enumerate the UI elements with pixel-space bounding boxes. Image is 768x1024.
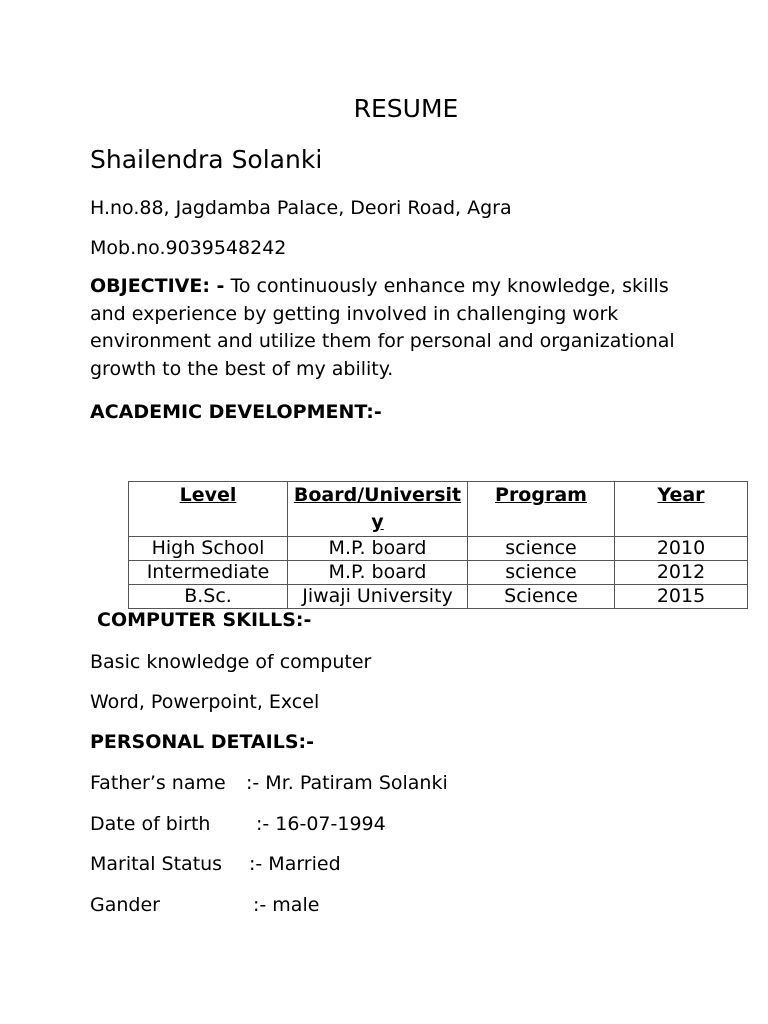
candidate-name: Shailendra Solanki xyxy=(90,145,323,174)
cell-program: science xyxy=(468,561,615,585)
detail-label: Father’s name xyxy=(90,772,226,794)
header-board-university: Board/University xyxy=(288,482,468,537)
cell-board: Jiwaji University xyxy=(288,585,468,609)
detail-label: Date of birth xyxy=(90,813,211,835)
academic-heading: ACADEMIC DEVELOPMENT:- xyxy=(90,401,382,423)
cell-board: M.P. board xyxy=(288,561,468,585)
cell-program: science xyxy=(468,537,615,561)
skill-item: Basic knowledge of computer xyxy=(90,651,372,673)
academic-table xyxy=(128,481,748,609)
objective-label: OBJECTIVE: - xyxy=(90,275,225,297)
address-line: H.no.88, Jagdamba Palace, Deori Road, Agra xyxy=(90,197,512,219)
detail-value: 16-07-1994 xyxy=(275,813,386,835)
personal-detail-marital-status xyxy=(90,850,222,878)
detail-separator: :- xyxy=(249,853,269,875)
personal-details-heading: PERSONAL DETAILS:- xyxy=(90,731,314,753)
computer-skills-heading: COMPUTER SKILLS:- xyxy=(97,609,312,631)
detail-value: Mr. Patiram Solanki xyxy=(265,772,448,794)
table-row xyxy=(129,561,748,585)
personal-detail-fathers-name-value xyxy=(246,769,448,797)
detail-separator: :- xyxy=(246,772,266,794)
header-program: Program xyxy=(468,482,615,537)
table-row xyxy=(129,585,748,609)
cell-level: Intermediate xyxy=(129,561,288,585)
header-year: Year xyxy=(615,482,748,537)
skill-item: Word, Powerpoint, Excel xyxy=(90,691,320,713)
detail-value: Married xyxy=(268,853,341,875)
personal-detail-dob xyxy=(90,810,210,838)
detail-value: male xyxy=(272,894,320,916)
academic-table-header-row xyxy=(129,482,748,537)
personal-detail-gender xyxy=(90,891,160,919)
cell-year: 2010 xyxy=(615,537,748,561)
cell-board: M.P. board xyxy=(288,537,468,561)
detail-label: Marital Status xyxy=(90,853,223,875)
table-row xyxy=(129,537,748,561)
personal-detail-marital-status-value xyxy=(249,850,341,878)
personal-detail-fathers-name xyxy=(90,769,226,797)
mobile-line: Mob.no.9039548242 xyxy=(90,237,287,259)
cell-program: Science xyxy=(468,585,615,609)
personal-detail-gender-value xyxy=(253,891,319,919)
detail-separator: :- xyxy=(253,894,273,916)
objective-text: To continuously enhance my knowledge, skills and experience by getting involved in challenging work environment and utilize them for personal and organizational growth to the best of my ability. xyxy=(90,275,675,381)
cell-year: 2015 xyxy=(615,585,748,609)
cell-year: 2012 xyxy=(615,561,748,585)
detail-label: Gander xyxy=(90,894,160,916)
detail-separator: :- xyxy=(256,813,276,835)
objective-paragraph xyxy=(90,273,680,384)
header-level: Level xyxy=(129,482,288,537)
personal-detail-dob-value xyxy=(256,810,386,838)
document-title: RESUME xyxy=(353,94,459,123)
cell-level: B.Sc. xyxy=(129,585,288,609)
cell-level: High School xyxy=(129,537,288,561)
